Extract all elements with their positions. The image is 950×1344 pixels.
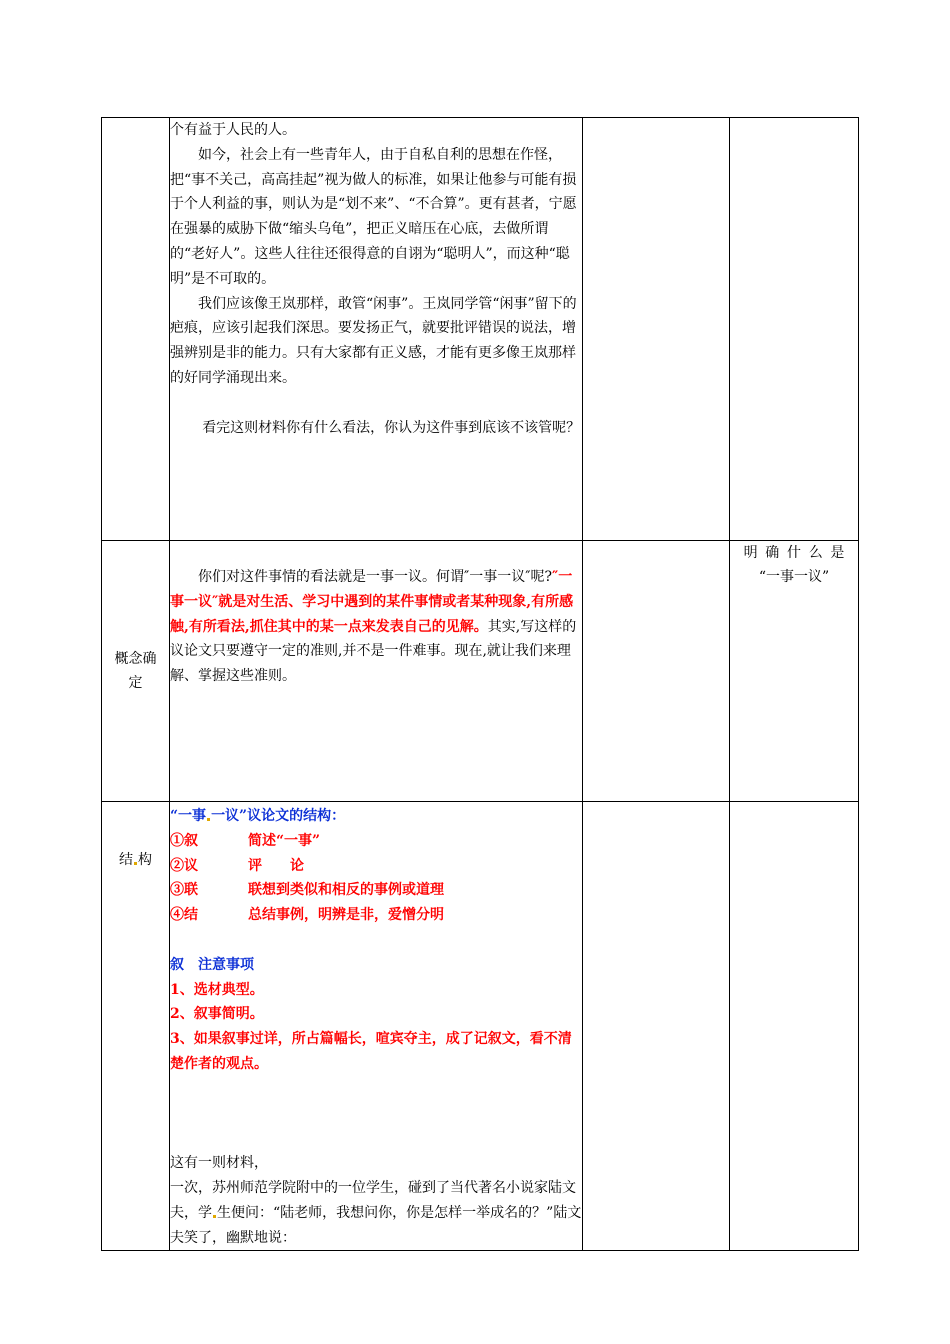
structure-title: “一事 一议”议论文的结构： — [170, 808, 346, 824]
note-item: 3、如果叙事过详，所占篇幅长，喧宾夺主，成了记叙文，看不清楚作者的观点。 — [170, 1031, 572, 1072]
row1-content-cell — [170, 118, 583, 541]
row3-content-cell — [170, 802, 583, 1251]
material-intro: 这有一则材料， — [170, 1155, 268, 1172]
concept-text-b: 其实,写这样的议论文只要遵守一定的准则,并不是一件难事。现在,就让我们来理解、掌握这些准则。 — [170, 618, 577, 685]
notes-title: 叙 注意事项 — [170, 956, 254, 973]
row1-label-cell — [102, 118, 170, 541]
row-material-continued — [102, 118, 859, 541]
row3-col3-cell — [583, 802, 730, 1251]
note-item: 1、选材典型。 — [170, 981, 264, 998]
note-item: 2、叙事简明。 — [170, 1006, 264, 1023]
concept-text-a: 你们对这件事情的看法就是一事一议。何谓″一事一议″呢? — [198, 569, 552, 585]
row2-label-cell — [102, 541, 170, 802]
structure-item: ③联 联想到类似和相反的事例或道理 — [170, 882, 444, 899]
paragraph: 个有益于人民的人。 — [170, 122, 296, 138]
row-structure — [102, 802, 859, 1251]
question-paragraph: 看完这则材料你有什么看法，你认为这件事到底该不该管呢？ — [202, 419, 581, 436]
paragraph: 我们应该像王岚那样，敢管“闲事”。王岚同学管“闲事”留下的疤痕，应该引起我们深思。要发扬正气，就要批评错误的说法，增强辨别是非的能力。只有大家都有正义感，才能有更多像王岚那样的好同学涌现出来。 — [170, 295, 577, 386]
edit-mark-icon — [207, 818, 210, 821]
paragraph: 如今，社会上有一些青年人，由于自私自利的思想在作怪，把“事不关己，高高挂起”视为做人的标准，如果让他参与可能有损于个人利益的事，则认为是“划不来”、“不合算”。更有甚者，宁愿在强暴的威胁下做“缩头乌龟”，把正义暗压在心底，去做所谓的“老好人”。这些人往往还很得意的自诩为“聪明人”，而这种“聪明”是不可取的。 — [170, 146, 577, 287]
material-paragraph: 一次，苏州师范学院附中的一位学生，碰到了当代著名小说家陆文夫，学 生便问：“陆老师，我想问你，你是怎样一举成名的？”陆文夫笑了，幽默地说： — [170, 1179, 582, 1246]
structure-item: ④结 总结事例，明辨是非，爱憎分明 — [170, 907, 444, 924]
concept-paragraph — [170, 565, 582, 689]
row3-col4-cell — [730, 802, 859, 1251]
row-label: 概念确定 — [114, 651, 157, 691]
note-line: “一事一议” — [758, 569, 830, 585]
concept-definition: ″一事一议″就是对生活、学习中遇到的某件事情或者某种现象,有所感触,有所看法,抓住其中的某一点来发表自己的见解。 — [170, 569, 574, 635]
row2-col3-cell — [583, 541, 730, 802]
lesson-plan-table — [101, 117, 859, 1251]
structure-item: ①叙 简述“一事” — [170, 832, 321, 849]
row2-content-cell — [170, 541, 583, 802]
row-concept — [102, 541, 859, 802]
structure-item: ②议 评 论 — [170, 857, 304, 874]
row1-col3-cell — [583, 118, 730, 541]
row-label: 结 构 — [119, 852, 152, 868]
row3-label-cell — [102, 802, 170, 1251]
edit-mark-icon — [213, 1215, 216, 1218]
row2-note-cell — [730, 541, 859, 802]
edit-mark-icon — [134, 862, 137, 865]
note-line: 明确什么是 — [743, 545, 853, 561]
row1-col4-cell — [730, 118, 859, 541]
